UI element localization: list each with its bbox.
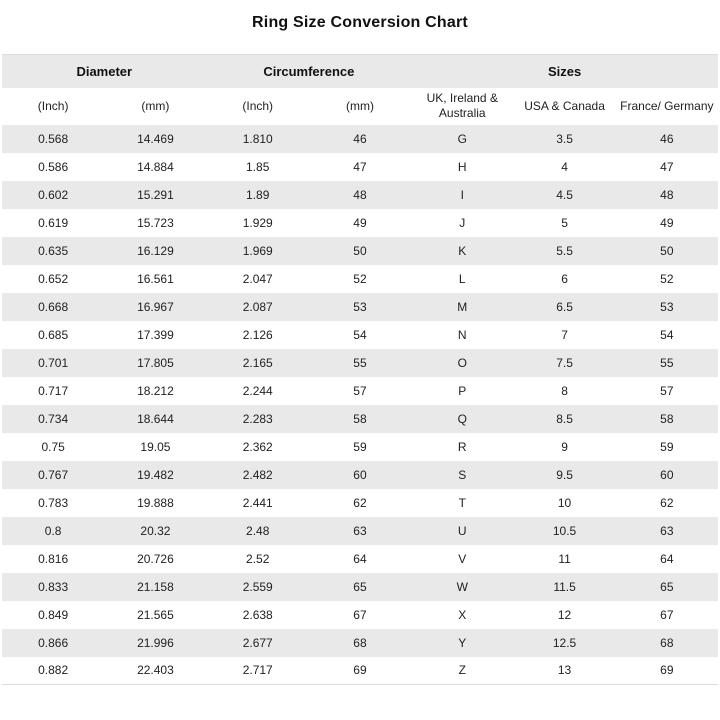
table-row (2, 153, 718, 181)
table-cell: M (457, 299, 468, 314)
table-cell: 49 (353, 215, 367, 230)
table-cell: 0.701 (38, 355, 69, 370)
table-cell: 0.685 (38, 327, 69, 342)
table-cell: 0.668 (38, 299, 69, 314)
table-cell: 2.362 (242, 439, 273, 454)
table-cell: 0.635 (38, 243, 69, 258)
table-cell: Q (457, 411, 467, 426)
table-cell: 47 (353, 159, 367, 174)
table-cell: U (457, 523, 467, 538)
table-cell: 0.783 (38, 495, 69, 510)
table-cell: 0.75 (41, 439, 65, 454)
column-header-cell: (Inch) (37, 98, 69, 113)
table-cell: 0.833 (38, 579, 69, 594)
table-cell: 49 (660, 215, 674, 230)
table-cell: 3.5 (556, 131, 573, 146)
table-cell: 53 (353, 299, 367, 314)
table-cell: 64 (353, 551, 367, 566)
group-header-cell: Diameter (76, 63, 133, 79)
table-cell: 2.283 (242, 411, 273, 426)
table-cell: 0.602 (38, 187, 69, 202)
table-cell: 55 (660, 355, 674, 370)
table-cell: 0.568 (38, 131, 69, 146)
table-cell: 19.05 (140, 439, 171, 454)
table-row (2, 265, 718, 293)
table-row (2, 377, 718, 405)
table-cell: 0.8 (44, 523, 62, 538)
table-cell: 20.726 (137, 551, 174, 566)
table-cell: I (460, 187, 464, 202)
table-cell: 5.5 (556, 243, 573, 258)
table-cell: V (458, 551, 467, 566)
table-cell: 0.586 (38, 159, 69, 174)
table-row (2, 489, 718, 517)
table-row (2, 349, 718, 377)
table-cell: 60 (660, 467, 674, 482)
table-cell: 67 (660, 607, 674, 622)
table-row (2, 461, 718, 489)
column-header-cell: (mm) (141, 98, 170, 113)
table-cell: 6 (561, 271, 568, 286)
column-header-cell: (Inch) (242, 98, 274, 113)
table-cell: Y (458, 635, 467, 650)
table-cell: 20.32 (140, 523, 171, 538)
table-cell: 58 (660, 411, 674, 426)
table-cell: 0.849 (38, 607, 69, 622)
table-cell: 52 (660, 271, 674, 286)
table-cell: H (457, 159, 467, 174)
table-cell: 2.244 (242, 383, 273, 398)
table-cell: 18.212 (137, 383, 174, 398)
table-row (2, 321, 718, 349)
table-cell: T (458, 495, 466, 510)
table-cell: 68 (353, 635, 367, 650)
table-body (2, 125, 718, 685)
table-cell: O (457, 355, 467, 370)
table-cell: 52 (353, 271, 367, 286)
table-cell: 6.5 (556, 299, 573, 314)
table-cell: 18.644 (137, 411, 174, 426)
table-cell: W (456, 579, 468, 594)
table-cell: 11 (558, 551, 571, 566)
table-cell: 2.638 (242, 607, 273, 622)
table-cell: 0.816 (38, 551, 69, 566)
table-header (2, 55, 718, 125)
table-row (2, 545, 718, 573)
table-cell: 2.441 (242, 495, 273, 510)
column-header-cell: USA & Canada (524, 98, 605, 113)
table-cell: 63 (353, 523, 367, 538)
table-cell: 2.047 (242, 271, 273, 286)
table-row (2, 517, 718, 545)
table-cell: 53 (660, 299, 674, 314)
column-header-cell: France/ Germany (620, 98, 714, 113)
table-cell: 48 (660, 187, 674, 202)
table-row (2, 181, 718, 209)
table-cell: N (457, 327, 467, 342)
table-cell: 2.087 (242, 299, 273, 314)
table-cell: 15.723 (137, 215, 174, 230)
table-cell: G (457, 131, 467, 146)
table-cell: 0.866 (38, 635, 69, 650)
table-cell: 58 (353, 411, 367, 426)
table-cell: 64 (660, 551, 674, 566)
table-cell: 1.89 (246, 187, 270, 202)
table-cell: 62 (353, 495, 367, 510)
table-cell: K (458, 243, 467, 258)
table-cell: 57 (660, 383, 674, 398)
table-cell: 0.734 (38, 411, 69, 426)
table-cell: P (458, 383, 467, 398)
table-cell: 2.126 (242, 327, 273, 342)
table-cell: 8.5 (556, 411, 573, 426)
table-row (2, 125, 718, 153)
table-cell: 46 (660, 131, 674, 146)
table-cell: R (457, 439, 467, 454)
table-cell: 59 (660, 439, 674, 454)
table-cell: 0.767 (38, 467, 69, 482)
table-cell: 16.561 (137, 271, 174, 286)
table-cell: 5 (561, 215, 568, 230)
table-cell: 10 (557, 495, 572, 510)
table-cell: 0.619 (38, 215, 69, 230)
table-cell: 12.5 (552, 635, 577, 650)
table-cell: 59 (353, 439, 367, 454)
table-row (2, 629, 718, 657)
table-cell: 9 (561, 439, 568, 454)
group-header-cell: Sizes (547, 63, 582, 79)
table-cell: X (458, 607, 467, 622)
table-cell: 0.652 (38, 271, 69, 286)
table-cell: 1.929 (242, 215, 273, 230)
table-cell: 47 (660, 159, 674, 174)
table-row (2, 601, 718, 629)
table-cell: 69 (353, 663, 367, 678)
table-cell: 50 (660, 243, 674, 258)
table-cell: 16.967 (137, 299, 174, 314)
ring-size-table (2, 54, 718, 685)
table-cell: 13 (557, 663, 572, 678)
table-cell: J (459, 215, 466, 230)
table-row (2, 405, 718, 433)
table-cell: L (458, 271, 466, 286)
table-cell: 14.884 (137, 159, 174, 174)
table-cell: 69 (660, 663, 674, 678)
table-cell: 1.85 (246, 159, 270, 174)
table-cell: 9.5 (556, 467, 573, 482)
sub-header-row (2, 88, 718, 125)
table-cell: 21.565 (137, 607, 174, 622)
table-cell: 11.5 (553, 579, 576, 594)
table-cell: 2.482 (242, 467, 273, 482)
table-cell: 65 (660, 579, 674, 594)
table-cell: 19.888 (137, 495, 174, 510)
table-cell: 15.291 (137, 187, 174, 202)
table-cell: 8 (561, 383, 568, 398)
table-cell: 0.882 (38, 663, 69, 678)
table-cell: 4.5 (556, 187, 573, 202)
table-cell: 2.717 (242, 663, 273, 678)
table-cell: 2.52 (246, 551, 270, 566)
table-row (2, 293, 718, 321)
table-cell: 7 (561, 327, 568, 342)
table-cell: 68 (660, 635, 674, 650)
table-cell: 2.559 (242, 579, 273, 594)
table-cell: 16.129 (137, 243, 174, 258)
table-cell: 4 (561, 159, 568, 174)
table-cell: 48 (353, 187, 367, 202)
group-header-row (2, 55, 718, 88)
table-cell: 21.996 (137, 635, 174, 650)
table-cell: 54 (660, 327, 674, 342)
table-row (2, 573, 718, 601)
table-cell: 17.399 (137, 327, 174, 342)
table-cell: 63 (660, 523, 674, 538)
table-cell: 57 (353, 383, 367, 398)
table-cell: 2.48 (246, 523, 270, 538)
table-cell: 2.677 (242, 635, 273, 650)
table-cell: 65 (353, 579, 367, 594)
table-cell: 46 (353, 131, 367, 146)
table-row (2, 433, 718, 461)
table-cell: 50 (353, 243, 367, 258)
table-cell: 10.5 (552, 523, 577, 538)
table-cell: 19.482 (137, 467, 174, 482)
table-cell: S (458, 467, 467, 482)
column-header-cell: UK, Ireland & Australia (426, 91, 498, 120)
table-cell: 0.717 (38, 383, 69, 398)
table-cell: 1.810 (242, 131, 273, 146)
table-cell: 7.5 (556, 355, 573, 370)
group-header-cell: Circumference (263, 63, 355, 79)
table-cell: 1.969 (242, 243, 273, 258)
table-cell: 22.403 (137, 663, 174, 678)
table-cell: 21.158 (137, 579, 174, 594)
table-cell: 14.469 (137, 131, 174, 146)
table-row (2, 209, 718, 237)
table-cell: Z (458, 663, 466, 678)
table-cell: 2.165 (242, 355, 273, 370)
table-cell: 67 (353, 607, 367, 622)
column-header-cell: (mm) (345, 98, 374, 113)
table-cell: 60 (353, 467, 367, 482)
table-cell: 12 (557, 607, 572, 622)
table-cell: 55 (353, 355, 367, 370)
table-cell: 62 (660, 495, 674, 510)
table-row (2, 237, 718, 265)
table-row (2, 657, 718, 685)
table-cell: 17.805 (137, 355, 174, 370)
table-cell: 54 (353, 327, 367, 342)
page-title: Ring Size Conversion Chart (252, 14, 468, 31)
